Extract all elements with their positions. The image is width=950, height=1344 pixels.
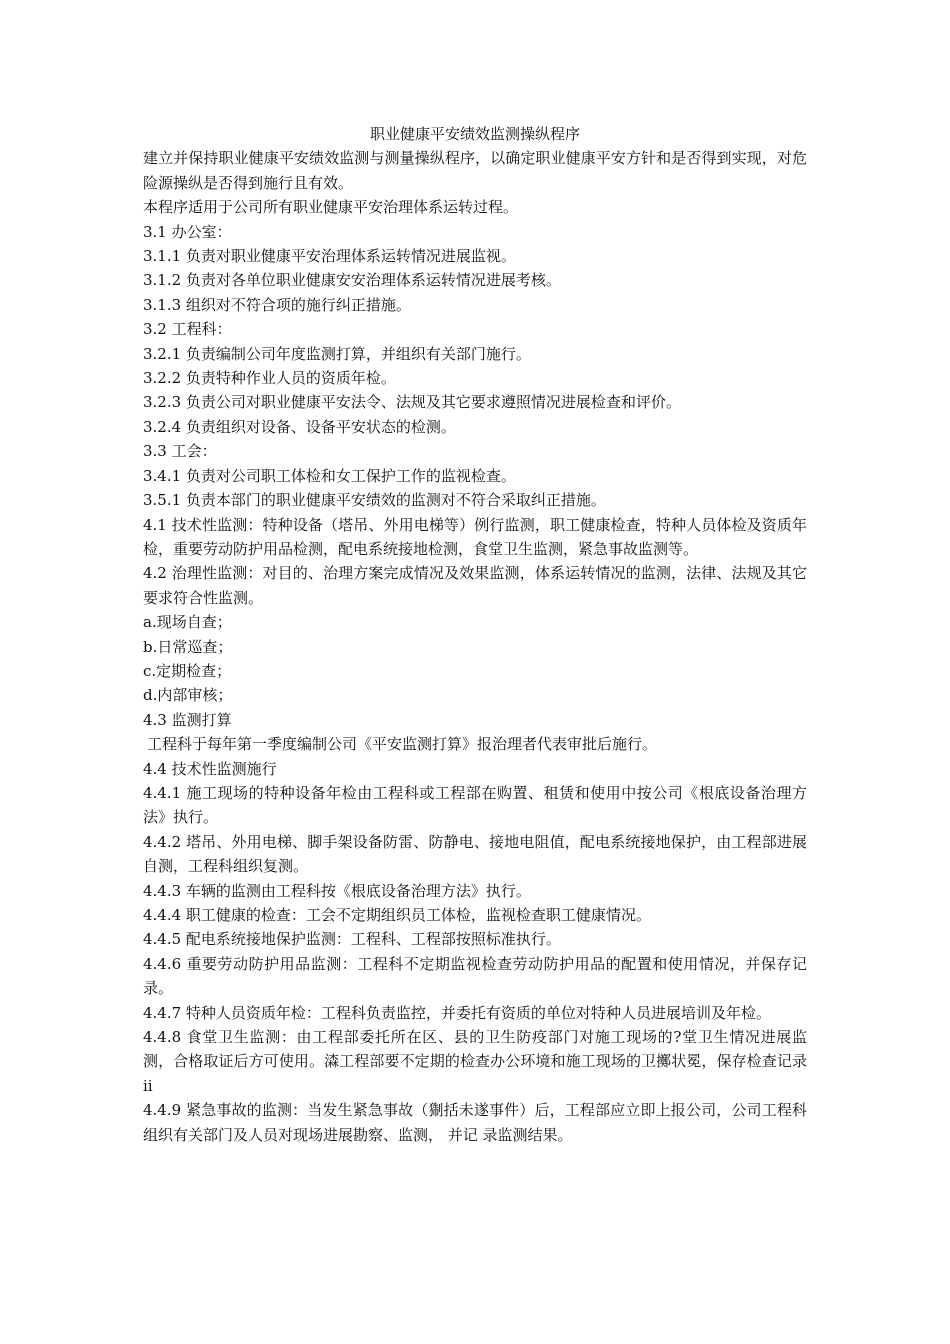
- paragraph-3-2-1: 3.2.1 负责编制公司年度监测打算，并组织有关部门施行。: [143, 344, 531, 363]
- paragraph-4-4: 4.4 技术性监测施行: [143, 759, 277, 778]
- paragraph-4-4-4: 4.4.4 职工健康的检查：工会不定期组织员工体检，监视检查职工健康情况。: [143, 906, 651, 924]
- paragraph-4-4-3: 4.4.3 车辆的监测由工程科按《根底设备治理方法》执行。: [143, 881, 531, 900]
- paragraph-3-3: 3.3 工会：: [143, 442, 217, 461]
- paragraph-3-1-1: 3.1.1 负责对职业健康平安治理体系运转情况进展监视。: [143, 247, 516, 266]
- paragraph-4-4-2: 4.4.2 塔吊、外用电梯、脚手架设备防雷、防静电、接地电阻值，配电系统接地保护，由工程部进展自测，工程科组织复测。: [143, 832, 807, 876]
- paragraph-3-2-2: 3.2.2 负责特种作业人员的资质年检。: [143, 369, 396, 388]
- paragraph-4-4-9: 4.4.9 紧急事故的监测：当发生紧急事故（猘括未遂事件）后，工程部应立即上报公司，公司工程科组织有关部门及人员对现场进展勘察、监测， 并记 录监测结果。: [143, 1101, 807, 1144]
- paragraph-3-1-3: 3.1.3 组织对不符合项的施行纠正措施。: [143, 295, 411, 314]
- paragraph-4-4-6: 4.4.6 重要劳动防护用品监测：工程科不定期监视检查劳动防护用品的配置和使用情况，并保存记录。: [143, 954, 807, 998]
- paragraph-4-3-body: 工程科于每年第一季度编制公司《平安监测打算》报治理者代表审批后施行。: [147, 735, 658, 754]
- paragraph-scope: 本程序适用于公司所有职业健康平安治理体系运转过程。: [143, 198, 519, 217]
- list-item-d: d.内部审核；: [143, 686, 233, 705]
- paragraph-4-2: 4.2 治理性监测：对目的、治理方案完成情况及效果监测，体系运转情况的监测，法律、法规及其它要求符合性监测。: [143, 564, 807, 607]
- list-item-b: b.日常巡查；: [143, 637, 233, 656]
- paragraph-4-4-5: 4.4.5 配电系统接地保护监测：工程科、工程部按照标准执行。: [143, 930, 561, 949]
- paragraph-3-1-2: 3.1.2 负责对各单位职业健康安安治理体系运转情况进展考核。: [143, 271, 561, 290]
- paragraph-4-4-8: 4.4.8 食堂卫生监测：由工程部委托所在区、县的卫生防疫部门对施工现场的?堂卫生情况进展监测，合格取证后方可使用。潹工程部要不定期的检查办公环境和施工现场的卫擲状冕，保存检查记录ⅱ: [143, 1028, 807, 1095]
- document-title: 职业健康平安绩效监测操纵程序: [369, 125, 580, 143]
- paragraph-3-5-1: 3.5.1 负责本部门的职业健康平安绩效的监测对不符合采取纠正措施。: [143, 491, 606, 510]
- paragraph-3-2-4: 3.2.4 负责组织对设备、设备平安状态的检测。: [143, 417, 456, 436]
- paragraph-4-3: 4.3 监测打算: [143, 710, 232, 729]
- paragraph-purpose: 建立并保持职业健康平安绩效监测与测量操纵程序，以确定职业健康平安方针和是否得到实现，对危险源操纵是否得到施行且有效。: [143, 149, 807, 192]
- paragraph-4-1: 4.1 技术性监测：特种设备（塔吊、外用电梯等）例行监测，职工健康检查，特种人员体检及资质年检，重要劳动防护用品检测，配电系统接地检测，食堂卫生监测，紧急事故监测等。: [143, 515, 807, 558]
- list-item-c: c.定期检查；: [143, 661, 232, 680]
- paragraph-4-4-7: 4.4.7 特种人员资质年检：工程科负责监控，并委托有资质的单位对特种人员进展培训及年检。: [143, 1003, 771, 1022]
- paragraph-4-4-1: 4.4.1 施工现场的特种设备年检由工程科或工程部在购置、租赁和使用中按公司《根底设备治理方法》执行。: [143, 783, 807, 827]
- paragraph-3-2: 3.2 工程科：: [143, 320, 232, 339]
- paragraph-3-1: 3.1 办公室：: [143, 222, 232, 241]
- paragraph-3-2-3: 3.2.3 负责公司对职业健康平安法令、法规及其它要求遵照情况进展检查和评价。: [143, 393, 681, 412]
- document-body: [143, 122, 807, 1147]
- paragraph-3-4-1: 3.4.1 负责对公司职工体检和女工保护工作的监视检查。: [143, 466, 516, 485]
- list-item-a: a.现场自查；: [143, 613, 232, 632]
